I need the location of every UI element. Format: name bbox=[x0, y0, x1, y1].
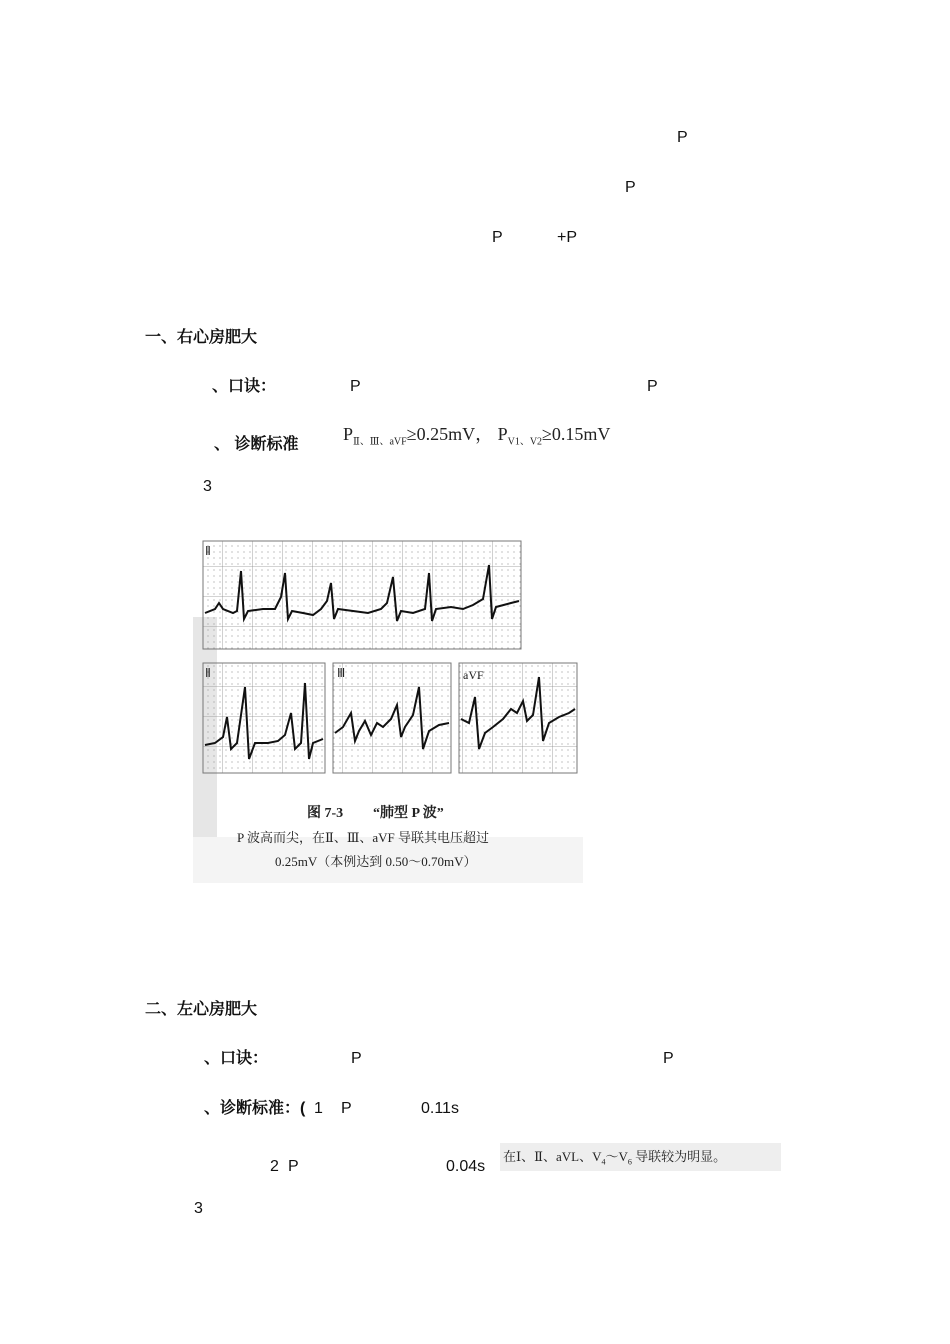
crop-sub1: 4 bbox=[601, 1157, 606, 1167]
section1-mnemonic-p1: P bbox=[350, 378, 361, 395]
lead-label-b1: Ⅱ bbox=[205, 666, 211, 680]
section2-criteria-num: 1 bbox=[314, 1100, 323, 1117]
intro-plus-p: +P bbox=[557, 229, 578, 246]
crop-pre: 在Ⅰ、Ⅱ、aVL、V bbox=[503, 1149, 602, 1164]
section2-criteria-p: P bbox=[341, 1100, 352, 1117]
section1-mnemonic-p2: P bbox=[647, 378, 658, 395]
section2-mnemonic-label: 、口诀： bbox=[204, 1050, 269, 1067]
ecg-figure bbox=[193, 537, 583, 883]
section2-item2-p: P bbox=[288, 1158, 299, 1175]
formula-p1: P bbox=[343, 424, 354, 444]
ecg-strip-top bbox=[203, 541, 521, 649]
section1-mnemonic-label: 、口诀： bbox=[212, 378, 277, 395]
formula-sub2: V1、V2 bbox=[507, 436, 543, 448]
section2-item2-value: 0.04s bbox=[446, 1158, 486, 1175]
formula-v2: ≥0.15mV bbox=[542, 424, 611, 444]
lead-label-b2: Ⅲ bbox=[337, 666, 346, 680]
formula-p2: P bbox=[497, 424, 508, 444]
intro-p-3: P bbox=[492, 229, 503, 246]
section2-criteria-value: 0.11s bbox=[421, 1100, 459, 1117]
intro-p-1: P bbox=[677, 129, 688, 146]
crop-post: 导联较为明显。 bbox=[631, 1149, 727, 1164]
section2-item2-num: 2 bbox=[270, 1158, 279, 1175]
lead-label-b3: aVF bbox=[463, 668, 484, 682]
scanned-text-snippet bbox=[500, 1143, 781, 1171]
section2-item3: 3 bbox=[194, 1200, 203, 1217]
section1-criteria-label: 、 诊断标准 bbox=[214, 436, 299, 453]
section2-heading: 二、左心房肥大 bbox=[145, 1001, 258, 1018]
crop-mid: ～V bbox=[605, 1149, 628, 1164]
figure-title-name: “肺型 P 波” bbox=[373, 806, 444, 821]
section2-criteria-label: 、诊断标准：( bbox=[204, 1100, 306, 1117]
crop-sub2: 6 bbox=[627, 1157, 632, 1167]
section1-heading: 一、右心房肥大 bbox=[145, 329, 258, 346]
formula-v1: ≥0.25mV， bbox=[406, 424, 494, 444]
section1-item3: 3 bbox=[203, 478, 212, 495]
intro-p-2: P bbox=[625, 179, 636, 196]
formula-sub1: Ⅱ、Ⅲ、aVF bbox=[353, 436, 407, 448]
figure-caption-line1: P 波高而尖，在Ⅱ、Ⅲ、aVF 导联其电压超过 bbox=[237, 830, 490, 845]
section2-mnemonic-p2: P bbox=[663, 1050, 674, 1067]
lead-label-top: Ⅱ bbox=[205, 544, 211, 558]
section2-mnemonic-p1: P bbox=[351, 1050, 362, 1067]
figure-title-number: 图 7-3 bbox=[307, 806, 344, 821]
criteria-formula bbox=[343, 420, 610, 448]
figure-caption-line2: 0.25mV（本例达到 0.50～0.70mV） bbox=[275, 854, 477, 869]
